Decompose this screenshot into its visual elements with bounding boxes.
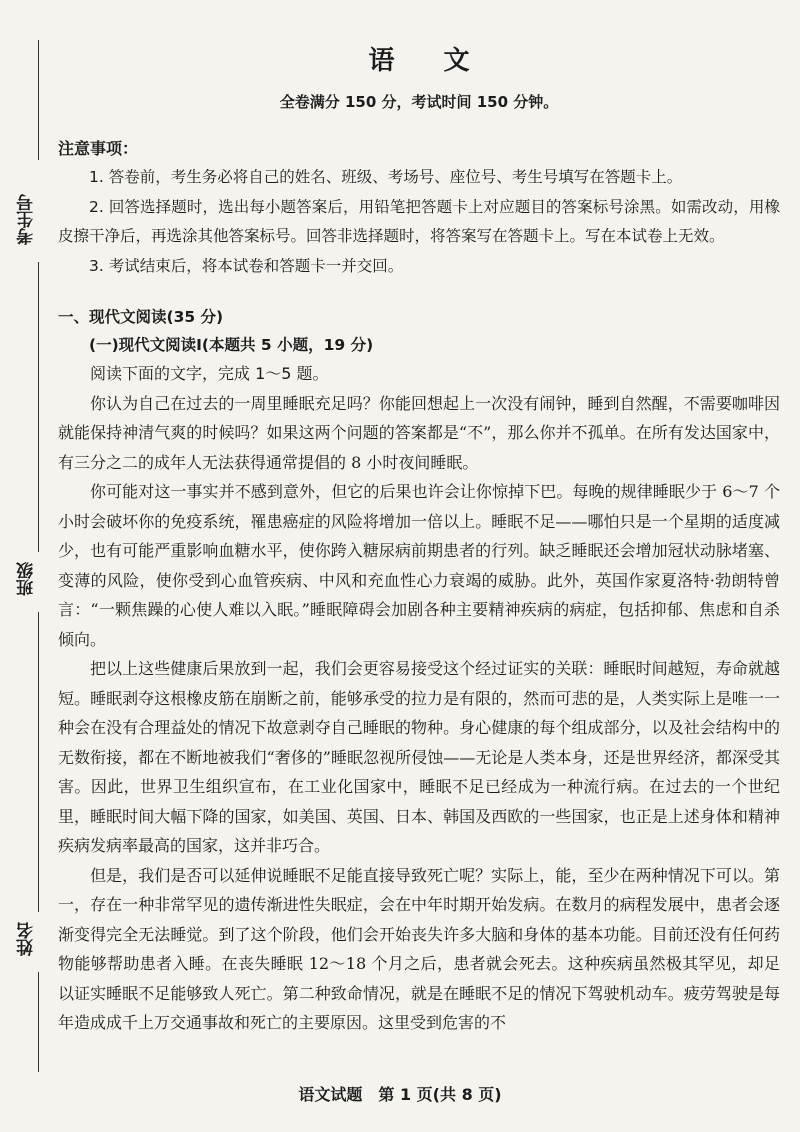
page-footer: 语文试题 第 1 页(共 8 页) [298, 1085, 502, 1104]
passage-paragraph: 但是，我们是否可以延伸说睡眠不足能直接导致死亡呢？实际上，能，至少在两种情况下可以。第一，存在一种非常罕见的遗传渐进性失眠症，会在中年时期开始发病。在数月的病程发展中，患者会逐渐变得完全无法睡觉。到了这个阶段，他们会开始丧失许多大脑和身体的基本功能。目前还没有任何药物能够帮助患者入睡。在丧失睡眠 12～18 个月之后，患者就会死去。这种疾病虽然极其罕见，却足以证实睡眠不足能够致人死亡。第二种致命情况，就是在睡眠不足的情况下驾驶机动车。疲劳驾驶是每年造成成千上万交通事故和死亡的主要原因。这里受到危害的不 [58, 865, 780, 1032]
reading-instruction: 阅读下面的文字，完成 1～5 题。 [90, 364, 329, 383]
note-item: 1. 答卷前，考生务必将自己的姓名、班级、考场号、座位号、考生号填写在答题卡上。 [89, 168, 683, 186]
exam-number-label: 考生号 [17, 194, 37, 245]
passage-paragraph: 把以上这些健康后果放到一起，我们会更容易接受这个经过证实的关联：睡眠时间越短，寿命就越短。睡眠剥夺这根橡皮筋在崩断之前，能够承受的拉力是有限的，然而可悲的是，人类实际上是唯一一种会在没有合理益处的情况下故意剥夺自己睡眠的物种。身心健康的每个组成部分，以及社会结构中的无数衔接，都在不断地被我们“奢侈的”睡眠忽视所侵蚀——无论是人类本身，还是世界经济，都深受其害。因此，世界卫生组织宣布，在工业化国家中，睡眠不足已经成为一种流行病。在过去的一个世纪里，睡眠时间大幅下降的国家，如美国、英国、日本、韩国及西欧的一些国家，也正是上述身体和精神疾病发病率最高的国家，这并非巧合。 [58, 659, 780, 855]
passage-paragraph: 你可能对这一事实并不感到意外，但它的后果也许会让你惊掉下巴。每晚的规律睡眠少于 6～7 个小时会破坏你的免疫系统，罹患癌症的风险将增加一倍以上。睡眠不足——哪怕只是一个星期的适度减少，也有可能严重影响血糖水平，使你跨入糖尿病前期患者的行列。缺乏睡眠还会增加冠状动脉堵塞、变薄的风险，使你受到心血管疾病、中风和充血性心力衰竭的威胁。此外，英国作家夏洛特·勃朗特曾言：“一颗焦躁的心使人难以入眠。”睡眠障碍会加剧各种主要精神疾病的病症，包括抑郁、焦虑和自杀倾向。 [58, 482, 780, 649]
notes-heading: 注意事项： [58, 139, 139, 158]
binding-line [38, 972, 39, 1072]
exam-page [58, 40, 780, 1038]
note-item: 2. 回答选择题时，选出每小题答案后，用铅笔把答题卡上对应题目的答案标号涂黑。如需改动，用橡皮擦干净后，再选涂其他答案标号。回答非选择题时，将答案写在答题卡上。写在本试卷上无效。 [58, 197, 780, 245]
binding-margin [0, 0, 58, 1132]
section-heading: 一、现代文阅读(35 分) [58, 308, 224, 326]
page-title: 语 文 [368, 46, 490, 76]
sub-section-heading: (一)现代文阅读Ⅰ(本题共 5 小题，19 分) [89, 336, 374, 354]
binding-line [38, 40, 39, 160]
binding-line [38, 262, 39, 552]
exam-subtitle: 全卷满分 150 分，考试时间 150 分钟。 [279, 93, 559, 111]
notes-block [58, 136, 780, 281]
passage-paragraph: 你认为自己在过去的一周里睡眠充足吗？你能回想起上一次没有闹钟，睡到自然醒，不需要咖啡因就能保持神清气爽的时候吗？如果这两个问题的答案都是“不”，那么你并不孤单。在所有发达国家中，有三分之二的成年人无法获得通常提倡的 8 小时夜间睡眠。 [58, 393, 780, 472]
reading-passage [58, 389, 780, 1038]
binding-line [38, 612, 39, 912]
class-label: 班级 [17, 562, 37, 596]
name-label: 姓名 [17, 922, 37, 956]
note-item: 3. 考试结束后，将本试卷和答题卡一并交回。 [89, 256, 404, 275]
